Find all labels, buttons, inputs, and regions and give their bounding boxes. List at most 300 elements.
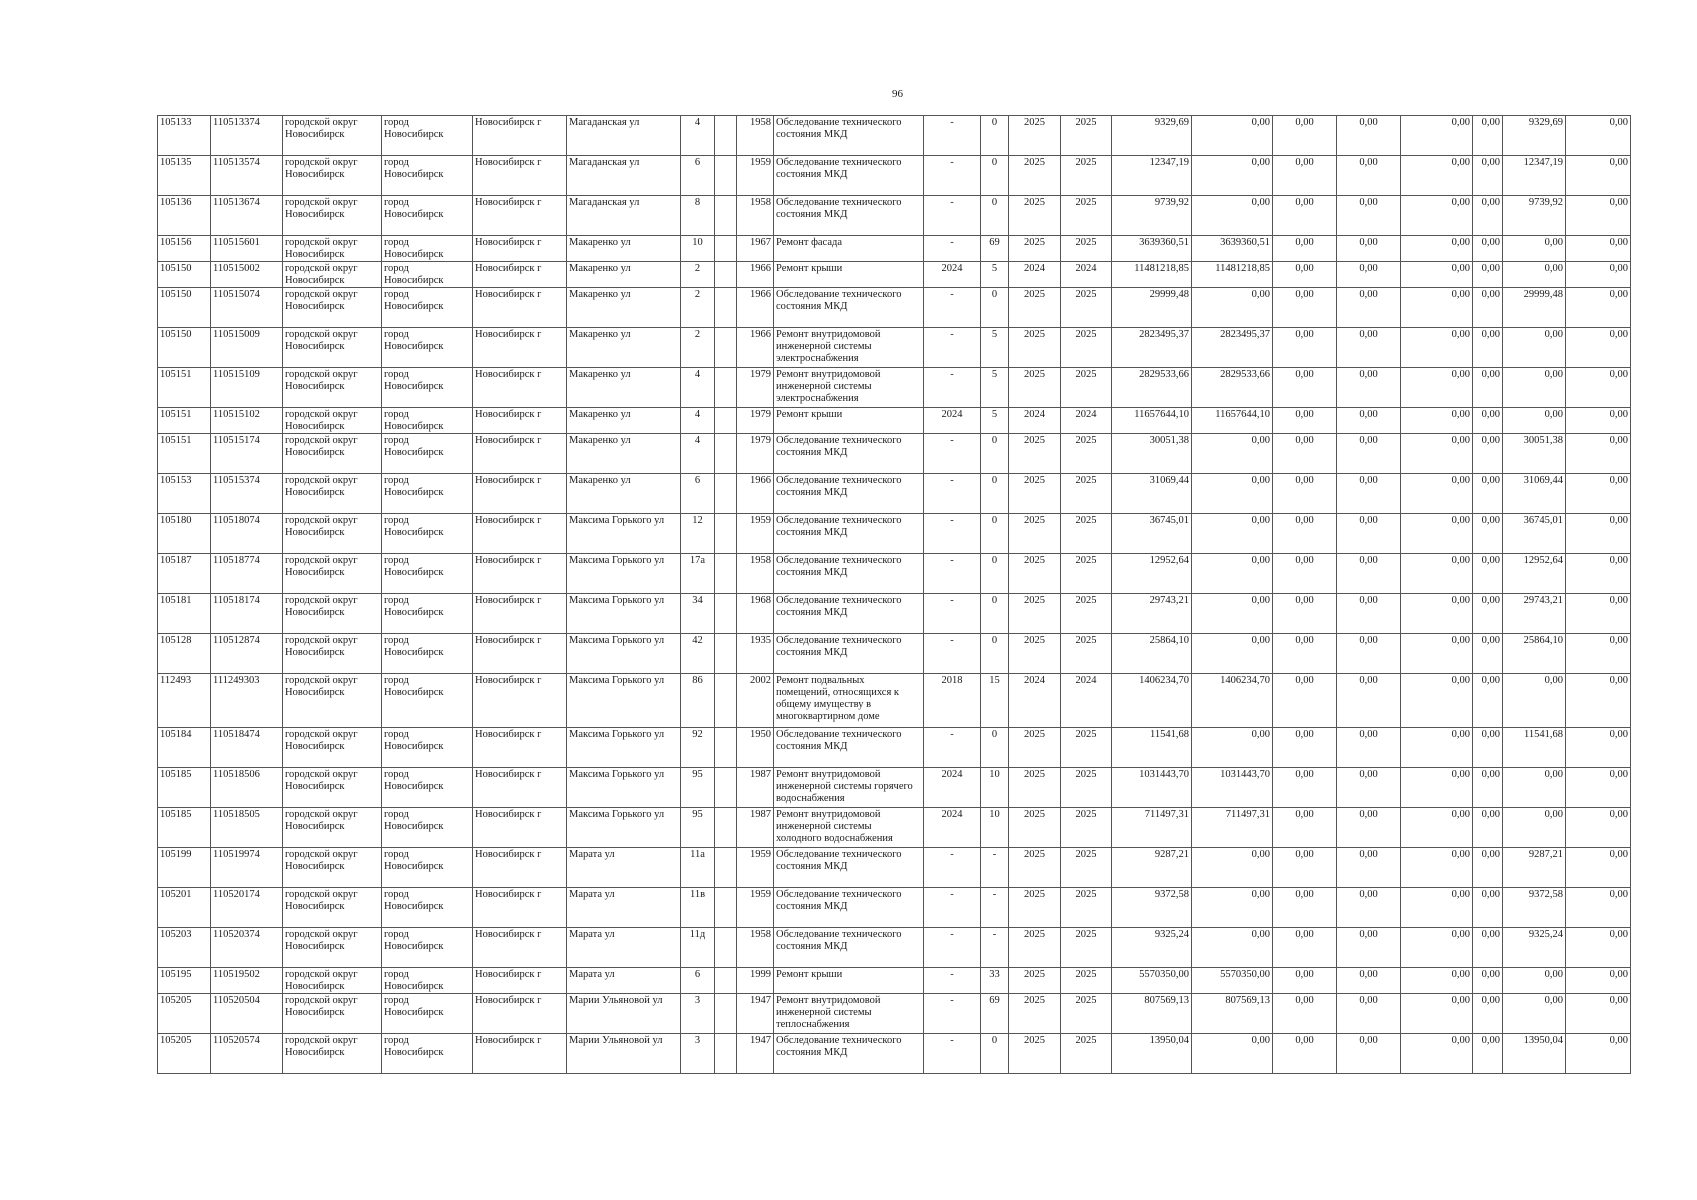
cell-owners-funds: 12952,64 [1503,554,1566,594]
cell-total-cost: 11481218,85 [1112,262,1192,288]
cell-end-year: 2025 [1061,994,1112,1034]
cell-other-funds: 0,00 [1473,808,1503,848]
table-row [158,196,1631,236]
cell-city: Новосибирск г [473,928,567,968]
cell-street: Макаренко ул [567,474,681,514]
cell-end-year: 2025 [1061,848,1112,888]
cell-built-year: 1947 [737,1034,774,1074]
cell-end-year: 2025 [1061,768,1112,808]
cell-street: Макаренко ул [567,236,681,262]
cell-built-year: 1999 [737,968,774,994]
cell-street: Максима Горького ул [567,634,681,674]
cell-budget-local: 0,00 [1401,328,1473,368]
cell-other-funds: 0,00 [1473,594,1503,634]
cell-fund-cost: 2829533,66 [1192,368,1273,408]
cell-start-year: 2025 [1009,848,1061,888]
cell-budget-regional: 0,00 [1337,474,1401,514]
cell-built-year: 1959 [737,156,774,196]
cell-last-repair-year: - [924,728,981,768]
cell-program-id: 110515109 [211,368,283,408]
cell-city: Новосибирск г [473,288,567,328]
cell-work-type: Обследование технического состояния МКД [774,634,924,674]
cell-settlement: город Новосибирск [382,728,473,768]
cell-building [715,116,737,156]
cell-owners-funds: 0,00 [1503,236,1566,262]
cell-end-year: 2025 [1061,808,1112,848]
cell-budget-federal: 0,00 [1273,768,1337,808]
cell-street: Макаренко ул [567,434,681,474]
cell-built-year: 1966 [737,474,774,514]
cell-program-id: 110515601 [211,236,283,262]
cell-municipality: городской округ Новосибирск [283,328,382,368]
cell-house-id: 105151 [158,408,211,434]
cell-fund-cost: 0,00 [1192,116,1273,156]
cell-budget-federal: 0,00 [1273,156,1337,196]
cell-budget-federal: 0,00 [1273,196,1337,236]
cell-fund-cost: 2823495,37 [1192,328,1273,368]
cell-budget-local: 0,00 [1401,514,1473,554]
cell-built-year: 1987 [737,768,774,808]
cell-other-funds: 0,00 [1473,928,1503,968]
cell-house-id: 105205 [158,1034,211,1074]
cell-building [715,328,737,368]
cell-house-number: 6 [681,474,715,514]
cell-fund-cost: 0,00 [1192,928,1273,968]
cell-house-number: 42 [681,634,715,674]
cell-city: Новосибирск г [473,554,567,594]
cell-budget-federal: 0,00 [1273,116,1337,156]
cell-street: Максима Горького ул [567,554,681,594]
cell-end-year: 2025 [1061,1034,1112,1074]
cell-owners-funds: 29743,21 [1503,594,1566,634]
cell-house-id: 105135 [158,156,211,196]
cell-fund-cost: 11657644,10 [1192,408,1273,434]
cell-other-funds: 0,00 [1473,116,1503,156]
cell-building [715,728,737,768]
cell-city: Новосибирск г [473,368,567,408]
cell-wear-percent: 5 [981,262,1009,288]
cell-budget-federal: 0,00 [1273,368,1337,408]
cell-reserve: 0,00 [1566,262,1631,288]
cell-building [715,848,737,888]
cell-street: Макаренко ул [567,288,681,328]
cell-other-funds: 0,00 [1473,634,1503,674]
cell-budget-local: 0,00 [1401,848,1473,888]
cell-last-repair-year: 2024 [924,408,981,434]
cell-fund-cost: 0,00 [1192,288,1273,328]
cell-other-funds: 0,00 [1473,368,1503,408]
cell-work-type: Обследование технического состояния МКД [774,288,924,328]
cell-street: Макаренко ул [567,408,681,434]
cell-wear-percent: 5 [981,368,1009,408]
cell-house-number: 95 [681,768,715,808]
cell-last-repair-year: - [924,634,981,674]
cell-fund-cost: 1406234,70 [1192,674,1273,728]
cell-street: Максима Горького ул [567,594,681,634]
cell-owners-funds: 0,00 [1503,674,1566,728]
cell-street: Макаренко ул [567,262,681,288]
cell-work-type: Ремонт внутридомовой инженерной системы электроснабжения [774,328,924,368]
cell-house-number: 2 [681,328,715,368]
cell-street: Марии Ульяновой ул [567,994,681,1034]
cell-reserve: 0,00 [1566,634,1631,674]
cell-building [715,968,737,994]
cell-last-repair-year: - [924,594,981,634]
table-row [158,116,1631,156]
cell-building [715,236,737,262]
cell-total-cost: 25864,10 [1112,634,1192,674]
cell-program-id: 110515002 [211,262,283,288]
cell-other-funds: 0,00 [1473,1034,1503,1074]
cell-program-id: 110515174 [211,434,283,474]
cell-wear-percent: 69 [981,994,1009,1034]
cell-street: Максима Горького ул [567,674,681,728]
cell-end-year: 2024 [1061,262,1112,288]
cell-house-number: 11д [681,928,715,968]
cell-budget-local: 0,00 [1401,634,1473,674]
cell-program-id: 110519974 [211,848,283,888]
cell-fund-cost: 0,00 [1192,728,1273,768]
cell-city: Новосибирск г [473,728,567,768]
cell-total-cost: 9329,69 [1112,116,1192,156]
cell-work-type: Обследование технического состояния МКД [774,554,924,594]
cell-municipality: городской округ Новосибирск [283,888,382,928]
cell-built-year: 1987 [737,808,774,848]
cell-settlement: город Новосибирск [382,848,473,888]
cell-settlement: город Новосибирск [382,328,473,368]
cell-budget-regional: 0,00 [1337,408,1401,434]
cell-budget-local: 0,00 [1401,196,1473,236]
cell-work-type: Ремонт внутридомовой инженерной системы электроснабжения [774,368,924,408]
cell-city: Новосибирск г [473,156,567,196]
cell-work-type: Обследование технического состояния МКД [774,514,924,554]
cell-wear-percent: 0 [981,1034,1009,1074]
cell-work-type: Обследование технического состояния МКД [774,888,924,928]
cell-last-repair-year: - [924,888,981,928]
cell-building [715,554,737,594]
table-row [158,514,1631,554]
cell-budget-federal: 0,00 [1273,728,1337,768]
table-row [158,808,1631,848]
cell-reserve: 0,00 [1566,554,1631,594]
cell-last-repair-year: - [924,994,981,1034]
cell-owners-funds: 31069,44 [1503,474,1566,514]
cell-building [715,994,737,1034]
cell-municipality: городской округ Новосибирск [283,848,382,888]
cell-other-funds: 0,00 [1473,288,1503,328]
cell-other-funds: 0,00 [1473,768,1503,808]
cell-house-number: 17а [681,554,715,594]
cell-building [715,514,737,554]
cell-end-year: 2024 [1061,408,1112,434]
cell-settlement: город Новосибирск [382,808,473,848]
cell-city: Новосибирск г [473,594,567,634]
cell-budget-federal: 0,00 [1273,554,1337,594]
cell-reserve: 0,00 [1566,408,1631,434]
cell-house-id: 105185 [158,768,211,808]
cell-city: Новосибирск г [473,262,567,288]
cell-total-cost: 12952,64 [1112,554,1192,594]
cell-start-year: 2025 [1009,928,1061,968]
cell-start-year: 2024 [1009,674,1061,728]
cell-fund-cost: 0,00 [1192,196,1273,236]
cell-work-type: Обследование технического состояния МКД [774,848,924,888]
cell-end-year: 2025 [1061,196,1112,236]
cell-budget-regional: 0,00 [1337,928,1401,968]
cell-municipality: городской округ Новосибирск [283,262,382,288]
cell-house-id: 105184 [158,728,211,768]
cell-owners-funds: 0,00 [1503,968,1566,994]
cell-start-year: 2024 [1009,408,1061,434]
cell-owners-funds: 30051,38 [1503,434,1566,474]
cell-settlement: город Новосибирск [382,968,473,994]
cell-start-year: 2025 [1009,768,1061,808]
cell-program-id: 110515102 [211,408,283,434]
cell-building [715,594,737,634]
cell-house-id: 105181 [158,594,211,634]
cell-house-id: 105199 [158,848,211,888]
cell-settlement: город Новосибирск [382,768,473,808]
cell-city: Новосибирск г [473,236,567,262]
cell-building [715,156,737,196]
cell-settlement: город Новосибирск [382,196,473,236]
cell-work-type: Обследование технического состояния МКД [774,116,924,156]
cell-fund-cost: 0,00 [1192,1034,1273,1074]
cell-owners-funds: 36745,01 [1503,514,1566,554]
cell-municipality: городской округ Новосибирск [283,236,382,262]
cell-fund-cost: 0,00 [1192,848,1273,888]
cell-built-year: 1979 [737,434,774,474]
cell-reserve: 0,00 [1566,328,1631,368]
cell-street: Максима Горького ул [567,514,681,554]
cell-work-type: Обследование технического состояния МКД [774,196,924,236]
table-row [158,554,1631,594]
cell-total-cost: 1031443,70 [1112,768,1192,808]
cell-city: Новосибирск г [473,634,567,674]
cell-house-number: 95 [681,808,715,848]
cell-total-cost: 5570350,00 [1112,968,1192,994]
cell-wear-percent: 15 [981,674,1009,728]
cell-building [715,368,737,408]
cell-owners-funds: 9372,58 [1503,888,1566,928]
table-row [158,994,1631,1034]
cell-start-year: 2025 [1009,594,1061,634]
cell-reserve: 0,00 [1566,674,1631,728]
table-body [158,116,1631,1074]
cell-program-id: 110518774 [211,554,283,594]
cell-budget-local: 0,00 [1401,888,1473,928]
cell-house-number: 4 [681,116,715,156]
cell-municipality: городской округ Новосибирск [283,768,382,808]
cell-budget-regional: 0,00 [1337,888,1401,928]
cell-settlement: город Новосибирск [382,434,473,474]
cell-reserve: 0,00 [1566,968,1631,994]
cell-program-id: 110519502 [211,968,283,994]
cell-program-id: 110520374 [211,928,283,968]
cell-budget-local: 0,00 [1401,594,1473,634]
cell-house-id: 105150 [158,262,211,288]
cell-budget-local: 0,00 [1401,156,1473,196]
cell-program-id: 110513674 [211,196,283,236]
cell-budget-regional: 0,00 [1337,328,1401,368]
cell-fund-cost: 0,00 [1192,888,1273,928]
cell-total-cost: 9739,92 [1112,196,1192,236]
cell-reserve: 0,00 [1566,368,1631,408]
cell-end-year: 2024 [1061,674,1112,728]
cell-start-year: 2025 [1009,156,1061,196]
cell-built-year: 1950 [737,728,774,768]
cell-total-cost: 2823495,37 [1112,328,1192,368]
cell-house-number: 3 [681,994,715,1034]
cell-street: Магаданская ул [567,116,681,156]
cell-wear-percent: 0 [981,434,1009,474]
cell-built-year: 1935 [737,634,774,674]
cell-last-repair-year: 2018 [924,674,981,728]
cell-end-year: 2025 [1061,514,1112,554]
cell-budget-federal: 0,00 [1273,288,1337,328]
cell-municipality: городской округ Новосибирск [283,514,382,554]
cell-reserve: 0,00 [1566,236,1631,262]
cell-settlement: город Новосибирск [382,474,473,514]
cell-end-year: 2025 [1061,116,1112,156]
cell-reserve: 0,00 [1566,434,1631,474]
cell-city: Новосибирск г [473,848,567,888]
cell-municipality: городской округ Новосибирск [283,728,382,768]
cell-work-type: Обследование технического состояния МКД [774,474,924,514]
cell-last-repair-year: - [924,928,981,968]
cell-other-funds: 0,00 [1473,262,1503,288]
cell-owners-funds: 12347,19 [1503,156,1566,196]
cell-work-type: Обследование технического состояния МКД [774,1034,924,1074]
cell-last-repair-year: 2024 [924,262,981,288]
cell-last-repair-year: - [924,434,981,474]
table-row [158,888,1631,928]
cell-house-number: 6 [681,156,715,196]
cell-house-id: 105185 [158,808,211,848]
cell-fund-cost: 11481218,85 [1192,262,1273,288]
cell-owners-funds: 0,00 [1503,328,1566,368]
cell-house-number: 6 [681,968,715,994]
table-row [158,474,1631,514]
cell-budget-regional: 0,00 [1337,236,1401,262]
cell-budget-federal: 0,00 [1273,888,1337,928]
cell-building [715,1034,737,1074]
cell-city: Новосибирск г [473,434,567,474]
cell-last-repair-year: - [924,116,981,156]
table-row [158,768,1631,808]
cell-start-year: 2025 [1009,196,1061,236]
cell-built-year: 1966 [737,328,774,368]
cell-municipality: городской округ Новосибирск [283,808,382,848]
cell-work-type: Ремонт подвальных помещений, относящихся к общему имуществу в многоквартирном доме [774,674,924,728]
cell-building [715,288,737,328]
cell-settlement: город Новосибирск [382,116,473,156]
cell-program-id: 110515009 [211,328,283,368]
cell-fund-cost: 0,00 [1192,634,1273,674]
cell-other-funds: 0,00 [1473,196,1503,236]
cell-start-year: 2025 [1009,514,1061,554]
cell-end-year: 2025 [1061,368,1112,408]
table-row [158,408,1631,434]
cell-municipality: городской округ Новосибирск [283,594,382,634]
table-row [158,1034,1631,1074]
cell-end-year: 2025 [1061,236,1112,262]
cell-work-type: Ремонт крыши [774,968,924,994]
cell-city: Новосибирск г [473,888,567,928]
cell-owners-funds: 0,00 [1503,408,1566,434]
cell-budget-regional: 0,00 [1337,968,1401,994]
cell-house-number: 4 [681,434,715,474]
cell-start-year: 2025 [1009,634,1061,674]
cell-work-type: Обследование технического состояния МКД [774,434,924,474]
cell-total-cost: 29743,21 [1112,594,1192,634]
cell-work-type: Ремонт фасада [774,236,924,262]
cell-owners-funds: 11541,68 [1503,728,1566,768]
cell-budget-local: 0,00 [1401,994,1473,1034]
cell-work-type: Ремонт крыши [774,262,924,288]
table-row [158,156,1631,196]
cell-total-cost: 9287,21 [1112,848,1192,888]
cell-building [715,196,737,236]
cell-budget-regional: 0,00 [1337,674,1401,728]
cell-settlement: город Новосибирск [382,928,473,968]
cell-reserve: 0,00 [1566,594,1631,634]
cell-city: Новосибирск г [473,994,567,1034]
cell-street: Марии Ульяновой ул [567,1034,681,1074]
cell-budget-local: 0,00 [1401,434,1473,474]
cell-wear-percent: 0 [981,288,1009,328]
cell-program-id: 110518074 [211,514,283,554]
cell-start-year: 2025 [1009,236,1061,262]
cell-last-repair-year: - [924,848,981,888]
cell-wear-percent: 10 [981,768,1009,808]
cell-start-year: 2025 [1009,328,1061,368]
table-row [158,928,1631,968]
cell-house-number: 2 [681,262,715,288]
cell-end-year: 2025 [1061,474,1112,514]
cell-building [715,262,737,288]
table-row [158,328,1631,368]
cell-owners-funds: 0,00 [1503,994,1566,1034]
cell-budget-regional: 0,00 [1337,728,1401,768]
cell-wear-percent: - [981,848,1009,888]
cell-work-type: Обследование технического состояния МКД [774,928,924,968]
cell-budget-regional: 0,00 [1337,808,1401,848]
cell-house-number: 3 [681,1034,715,1074]
cell-reserve: 0,00 [1566,888,1631,928]
cell-program-id: 110520574 [211,1034,283,1074]
cell-house-id: 105150 [158,328,211,368]
cell-start-year: 2025 [1009,116,1061,156]
cell-house-number: 11а [681,848,715,888]
cell-house-number: 12 [681,514,715,554]
cell-city: Новосибирск г [473,116,567,156]
cell-budget-local: 0,00 [1401,408,1473,434]
cell-wear-percent: 69 [981,236,1009,262]
cell-program-id: 110513374 [211,116,283,156]
cell-owners-funds: 0,00 [1503,768,1566,808]
cell-start-year: 2025 [1009,968,1061,994]
cell-last-repair-year: - [924,328,981,368]
cell-budget-federal: 0,00 [1273,994,1337,1034]
cell-reserve: 0,00 [1566,474,1631,514]
cell-start-year: 2025 [1009,368,1061,408]
cell-settlement: город Новосибирск [382,634,473,674]
cell-municipality: городской округ Новосибирск [283,196,382,236]
cell-work-type: Ремонт внутридомовой инженерной системы горячего водоснабжения [774,768,924,808]
cell-end-year: 2025 [1061,728,1112,768]
table-row [158,674,1631,728]
